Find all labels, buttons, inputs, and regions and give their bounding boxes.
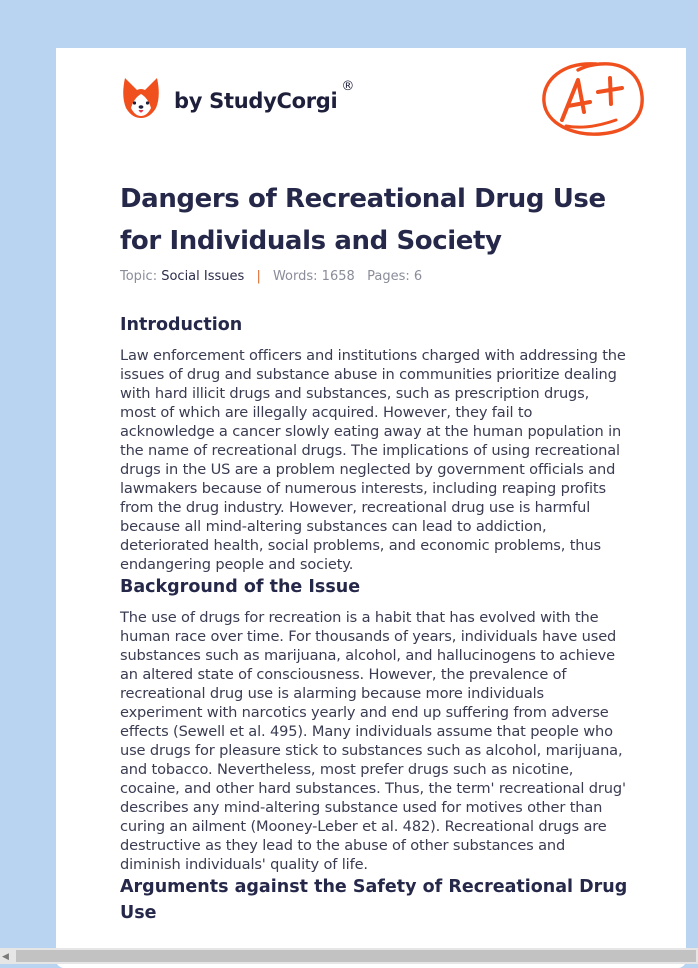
document-title: Dangers of Recreational Drug Use for Individuals and Society bbox=[120, 184, 606, 256]
document-body bbox=[120, 312, 628, 926]
corgi-icon bbox=[122, 76, 160, 120]
section-body-introduction: Law enforcement officers and institutions charged with addressing the issues of drug and substance abuse in communities prioritize dealing with hard illicit drugs and substances, such as prescription drugs, most of which are illegally acquired. However, they fail to acknowledge a cancer slowly eating away at the human population in the name of recreational drugs. The implications of using recreational drugs in the US are a problem neglected by government officials and lawmakers because of numerous interests, including reaping profits from the drug industry. However, recreational drug use is harmful because all mind-altering substances can lead to addiction, deteriorated health, social problems, and economic problems, thus endangering people and society. bbox=[120, 347, 626, 573]
section-heading-arguments: Arguments against the Safety of Recreational Drug Use bbox=[120, 877, 628, 923]
document-card bbox=[56, 48, 686, 968]
studycorgi-logo[interactable] bbox=[122, 76, 354, 120]
document-meta bbox=[120, 269, 422, 284]
topic-link[interactable]: Social Issues bbox=[161, 269, 245, 284]
section-heading-introduction: Introduction bbox=[120, 315, 243, 335]
page-count: Pages: 6 bbox=[367, 269, 423, 284]
word-count: Words: 1658 bbox=[272, 269, 355, 284]
logo-text: by StudyCorgi® bbox=[174, 79, 355, 113]
scrollbar-thumb[interactable] bbox=[16, 950, 696, 962]
scroll-left-arrow-icon[interactable]: ◀ bbox=[2, 951, 9, 961]
section-body-background: The use of drugs for recreation is a habit that has evolved with the human race over time. For thousands of years, individuals have used substances such as marijuana, alcohol, and hallucinogens to achieve an altered state of consciousness. However, the prevalence of recreational drug use is alarming because more individuals experiment with narcotics yearly and end up suffering from adverse effects (Sewell et al. 495). Many individuals assume that people who use drugs for pleasure stick to substances such as alcohol, marijuana, and tobacco. Nevertheless, most prefer drugs such as nicotine, cocaine, and other hard substances. Thus, the term' recreational drug' describes any mind-altering substance used for motives other than curing an ailment (Mooney-Leber et al. 482). Recreational drugs are destructive as they lead to the abuse of other substances and diminish individuals' quality of life. bbox=[120, 609, 626, 873]
a-plus-grade-icon bbox=[538, 58, 648, 140]
horizontal-scrollbar[interactable] bbox=[0, 948, 698, 964]
meta-separator: | bbox=[256, 269, 261, 284]
section-heading-background: Background of the Issue bbox=[120, 577, 361, 597]
topic-label: Topic: bbox=[120, 269, 158, 284]
